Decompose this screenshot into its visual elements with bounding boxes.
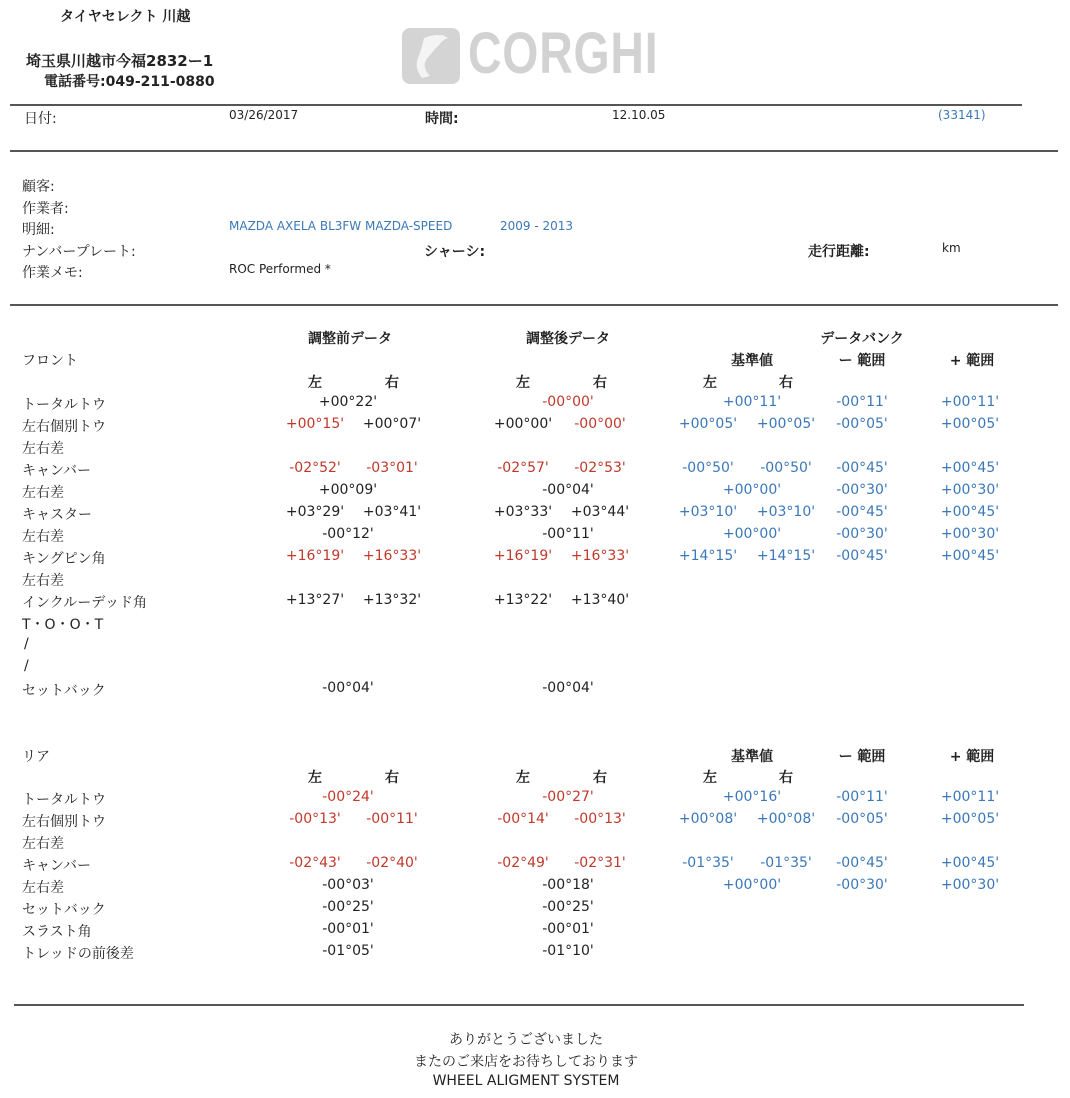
value-cell: -00°03' (322, 877, 374, 893)
before-header: 調整前データ (308, 331, 392, 347)
value-cell: -00°45' (836, 855, 888, 871)
bird-icon (402, 28, 460, 84)
minus-range-header: ー 範囲 (838, 353, 886, 369)
row-label: 左右個別トウ (22, 814, 106, 830)
date-label: 日付: (24, 111, 57, 127)
mileage-label: 走行距離: (808, 244, 870, 260)
value-cell: +00°08' (756, 811, 816, 827)
value-cell: +13°22' (493, 592, 553, 608)
row-label: インクルーデッド角 (22, 595, 148, 611)
value-cell: -02°49' (497, 855, 549, 871)
value-cell: +13°27' (285, 592, 345, 608)
date-value: 03/26/2017 (229, 108, 299, 122)
value-cell: -00°11' (836, 789, 888, 805)
value-cell: -01°05' (322, 943, 374, 959)
divider (10, 150, 1058, 152)
value-cell: -00°13' (289, 811, 341, 827)
value-cell: -02°40' (366, 855, 418, 871)
value-cell: -02°53' (574, 460, 626, 476)
footer-thanks: ありがとうございました (449, 1032, 603, 1048)
value-cell: +13°32' (362, 592, 422, 608)
row-label: / (24, 658, 29, 674)
value-cell: -00°25' (322, 899, 374, 915)
value-cell: -00°14' (497, 811, 549, 827)
value-cell: +00°45' (940, 460, 1000, 476)
value-cell: +00°00' (493, 416, 553, 432)
rear-title: リア (22, 749, 50, 765)
shop-address: 埼玉県川越市今福2832ー1 (26, 52, 214, 70)
left-header: 左 (703, 375, 717, 391)
value-cell: -00°45' (836, 504, 888, 520)
value-cell: -00°25' (542, 899, 594, 915)
value-cell: +03°41' (362, 504, 422, 520)
value-cell: -00°01' (322, 921, 374, 937)
value-cell: +00°00' (722, 877, 782, 893)
value-cell: +00°05' (678, 416, 738, 432)
row-label: 左右差 (22, 441, 64, 457)
right-header: 右 (779, 770, 793, 786)
row-label: トータルトウ (22, 792, 106, 808)
divider (10, 104, 1022, 106)
value-cell: +13°40' (570, 592, 630, 608)
value-cell: +00°05' (940, 416, 1000, 432)
value-cell: -02°52' (289, 460, 341, 476)
row-label: 左右差 (22, 880, 64, 896)
footer-message: またのご来店をお待ちしております (414, 1054, 638, 1070)
value-cell: +00°00' (722, 482, 782, 498)
row-label: 左右差 (22, 573, 64, 589)
value-cell: -00°00' (542, 394, 594, 410)
databank-header: データバンク (820, 331, 904, 347)
value-cell: +16°33' (362, 548, 422, 564)
value-cell: +03°44' (570, 504, 630, 520)
time-label: 時間: (425, 111, 459, 127)
record-id: (33141) (938, 108, 986, 122)
row-label: セットバック (22, 902, 106, 918)
value-cell: -01°10' (542, 943, 594, 959)
value-cell: -00°30' (836, 526, 888, 542)
value-cell: +16°19' (493, 548, 553, 564)
value-cell: +00°30' (940, 526, 1000, 542)
value-cell: -00°30' (836, 877, 888, 893)
ref-header: 基準値 (731, 749, 773, 765)
row-label: キャスター (22, 507, 92, 523)
value-cell: -00°45' (836, 460, 888, 476)
value-cell: -00°00' (574, 416, 626, 432)
value-cell: -00°13' (574, 811, 626, 827)
right-header: 右 (593, 770, 607, 786)
value-cell: +00°30' (940, 482, 1000, 498)
value-cell: -02°31' (574, 855, 626, 871)
value-cell: -00°50' (682, 460, 734, 476)
logo-text: CORGHI (468, 21, 659, 86)
left-header: 左 (516, 770, 530, 786)
value-cell: -00°11' (366, 811, 418, 827)
value-cell: +00°16' (722, 789, 782, 805)
value-cell: -00°50' (760, 460, 812, 476)
value-cell: -02°43' (289, 855, 341, 871)
value-cell: -00°04' (542, 680, 594, 696)
value-cell: -01°35' (682, 855, 734, 871)
memo-label: 作業メモ: (22, 265, 83, 281)
value-cell: +14°15' (756, 548, 816, 564)
value-cell: -01°35' (760, 855, 812, 871)
value-cell: -00°11' (836, 394, 888, 410)
row-label: キャンバー (22, 858, 92, 874)
value-cell: +00°22' (318, 394, 378, 410)
value-cell: -00°12' (322, 526, 374, 542)
left-header: 左 (516, 375, 530, 391)
value-cell: -00°05' (836, 416, 888, 432)
value-cell: +00°45' (940, 548, 1000, 564)
detail-label: 明細: (22, 222, 55, 238)
value-cell: +03°10' (678, 504, 738, 520)
row-label: 左右個別トウ (22, 419, 106, 435)
minus-range-header: ー 範囲 (838, 749, 886, 765)
time-value: 12.10.05 (612, 108, 666, 122)
value-cell: +00°05' (940, 811, 1000, 827)
customer-label: 顧客: (22, 179, 55, 195)
divider (10, 304, 1058, 306)
row-label: / (24, 636, 29, 652)
vehicle-years: 2009 - 2013 (500, 219, 574, 233)
row-label: キングピン角 (22, 551, 106, 567)
value-cell: +03°33' (493, 504, 553, 520)
value-cell: +00°08' (678, 811, 738, 827)
left-header: 左 (308, 770, 322, 786)
front-title: フロント (22, 353, 78, 369)
right-header: 右 (779, 375, 793, 391)
value-cell: -00°30' (836, 482, 888, 498)
right-header: 右 (593, 375, 607, 391)
row-label: トレッドの前後差 (22, 946, 134, 962)
footer-system: WHEEL ALIGMENT SYSTEM (432, 1073, 620, 1089)
chassis-label: シャーシ: (424, 244, 486, 260)
after-header: 調整後データ (526, 331, 610, 347)
value-cell: -00°18' (542, 877, 594, 893)
worker-label: 作業者: (22, 201, 69, 217)
value-cell: +00°45' (940, 855, 1000, 871)
plus-range-header: + 範囲 (949, 749, 995, 765)
value-cell: +16°19' (285, 548, 345, 564)
plate-label: ナンバープレート: (22, 244, 136, 260)
value-cell: +00°07' (362, 416, 422, 432)
row-label: トータルトウ (22, 397, 106, 413)
value-cell: +00°11' (940, 789, 1000, 805)
value-cell: +03°10' (756, 504, 816, 520)
value-cell: +03°29' (285, 504, 345, 520)
shop-phone: 電話番号:049-211-0880 (44, 74, 215, 90)
plus-range-header: + 範囲 (949, 353, 995, 369)
left-header: 左 (703, 770, 717, 786)
right-header: 右 (385, 375, 399, 391)
value-cell: -00°27' (542, 789, 594, 805)
value-cell: +00°45' (940, 504, 1000, 520)
left-header: 左 (308, 375, 322, 391)
value-cell: -00°01' (542, 921, 594, 937)
mileage-unit: km (942, 241, 961, 255)
row-label: キャンバー (22, 463, 92, 479)
vehicle-model: MAZDA AXELA BL3FW MAZDA-SPEED (229, 219, 453, 233)
value-cell: +00°11' (940, 394, 1000, 410)
value-cell: -00°04' (322, 680, 374, 696)
divider (14, 1004, 1024, 1006)
value-cell: +00°09' (318, 482, 378, 498)
value-cell: +16°33' (570, 548, 630, 564)
value-cell: +00°30' (940, 877, 1000, 893)
value-cell: -00°24' (322, 789, 374, 805)
value-cell: +14°15' (678, 548, 738, 564)
value-cell: +00°11' (722, 394, 782, 410)
value-cell: -00°45' (836, 548, 888, 564)
row-label: 左右差 (22, 836, 64, 852)
ref-header: 基準値 (731, 353, 773, 369)
value-cell: +00°05' (756, 416, 816, 432)
row-label: T・O・O・T (22, 617, 104, 633)
row-label: スラスト角 (22, 924, 92, 940)
row-label: 左右差 (22, 485, 64, 501)
value-cell: -00°04' (542, 482, 594, 498)
right-header: 右 (385, 770, 399, 786)
row-label: セットバック (22, 683, 106, 699)
value-cell: -02°57' (497, 460, 549, 476)
value-cell: +00°00' (722, 526, 782, 542)
row-label: 左右差 (22, 529, 64, 545)
value-cell: -00°11' (542, 526, 594, 542)
shop-name: タイヤセレクト 川越 (60, 9, 191, 25)
value-cell: -03°01' (366, 460, 418, 476)
value-cell: -00°05' (836, 811, 888, 827)
value-cell: +00°15' (285, 416, 345, 432)
memo-value: ROC Performed * (229, 262, 331, 276)
